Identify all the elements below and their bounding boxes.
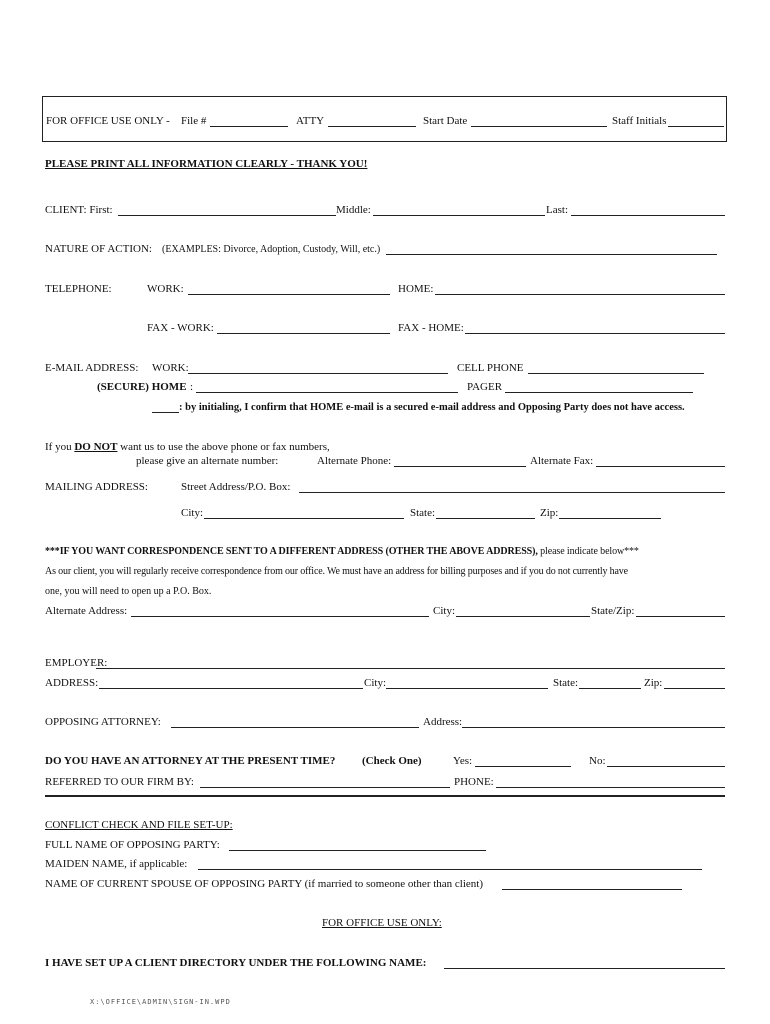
alternate-city-field[interactable]: [456, 616, 590, 617]
maiden-name-label: MAIDEN NAME, if applicable:: [45, 858, 188, 870]
office-use-only-heading: FOR OFFICE USE ONLY:: [322, 917, 442, 929]
home-phone-field[interactable]: [435, 294, 725, 295]
client-last-label: Last:: [546, 204, 568, 216]
employer-zip-field[interactable]: [664, 688, 725, 689]
attorney-yes-label: Yes:: [453, 755, 473, 767]
fax-work-field[interactable]: [217, 333, 390, 334]
opposing-attorney-field[interactable]: [171, 727, 419, 728]
staff-initials-field[interactable]: [668, 126, 724, 127]
document-file-path: X:\OFFICE\ADMIN\SIGN-IN.WPD: [90, 998, 231, 1006]
nature-examples: (EXAMPLES: Divorce, Adoption, Custody, Will, etc.): [162, 244, 381, 255]
secure-home-email-label: (SECURE) HOME: [97, 381, 187, 393]
street-address-field[interactable]: [299, 492, 725, 493]
alternate-address-label: Alternate Address:: [45, 605, 128, 617]
file-number-label: File #: [181, 115, 207, 127]
employer-zip-label: Zip:: [644, 677, 663, 689]
nature-of-action-field[interactable]: [386, 254, 717, 255]
opposing-spouse-field[interactable]: [502, 889, 682, 890]
conflict-check-heading: CONFLICT CHECK AND FILE SET-UP:: [45, 819, 233, 831]
section-divider: [45, 795, 725, 797]
mailing-address-label: MAILING ADDRESS:: [45, 481, 148, 493]
street-address-label: Street Address/P.O. Box:: [181, 481, 291, 493]
secure-email-confirmation: : by initialing, I confirm that HOME e-mail is a secured e-mail address and Opposing Party does not have access.: [179, 402, 685, 413]
do-not-emphasis: DO NOT: [74, 441, 118, 453]
home-phone-label: HOME:: [398, 283, 434, 295]
client-middle-field[interactable]: [373, 215, 545, 216]
pager-label: PAGER: [467, 381, 503, 393]
mailing-zip-field[interactable]: [559, 518, 661, 519]
opposing-party-name-field[interactable]: [229, 850, 486, 851]
client-first-label: CLIENT: First:: [45, 204, 113, 216]
alternate-fax-label: Alternate Fax:: [530, 455, 594, 467]
attorney-question: DO YOU HAVE AN ATTORNEY AT THE PRESENT TIME?: [45, 755, 336, 767]
client-directory-field[interactable]: [444, 968, 725, 969]
cell-phone-label: CELL PHONE: [457, 362, 524, 374]
alternate-phone-label: Alternate Phone:: [317, 455, 392, 467]
opposing-attorney-label: OPPOSING ATTORNEY:: [45, 716, 161, 728]
alternate-city-label: City:: [433, 605, 456, 617]
alternate-intro: If you DO NOT want us to use the above phone or fax numbers,: [45, 441, 330, 453]
employer-city-field[interactable]: [386, 688, 548, 689]
atty-field[interactable]: [328, 126, 416, 127]
client-first-field[interactable]: [118, 215, 336, 216]
file-number-field[interactable]: [210, 126, 288, 127]
alternate-fax-field[interactable]: [596, 466, 725, 467]
employer-state-field[interactable]: [579, 688, 641, 689]
alternate-address-field[interactable]: [131, 616, 429, 617]
pager-field[interactable]: [505, 392, 693, 393]
secure-home-email-field[interactable]: [196, 392, 458, 393]
opposing-address-label: Address:: [423, 716, 463, 728]
print-instruction: PLEASE PRINT ALL INFORMATION CLEARLY - THANK YOU!: [45, 158, 368, 170]
employer-city-label: City:: [364, 677, 387, 689]
fax-home-label: FAX - HOME:: [398, 322, 464, 334]
fax-work-label: FAX - WORK:: [147, 322, 214, 334]
employer-field[interactable]: [96, 668, 725, 669]
mailing-state-label: State:: [410, 507, 436, 519]
attorney-no-label: No:: [589, 755, 606, 767]
referred-by-field[interactable]: [200, 787, 450, 788]
correspondence-text-2: one, you will need to open up a P.O. Box.: [45, 586, 212, 597]
alternate-instruction: please give an alternate number:: [136, 455, 279, 467]
email-work-field[interactable]: [188, 373, 448, 374]
office-use-label: FOR OFFICE USE ONLY -: [46, 115, 170, 127]
check-one-note: (Check One): [362, 755, 422, 767]
employer-address-label: ADDRESS:: [45, 677, 99, 689]
start-date-field[interactable]: [471, 126, 607, 127]
correspondence-text-1: As our client, you will regularly receive correspondence from our office. We must have an address for billing purposes and if you do not currently have: [45, 566, 628, 577]
opposing-party-name-label: FULL NAME OF OPPOSING PARTY:: [45, 839, 220, 851]
fax-home-field[interactable]: [465, 333, 725, 334]
nature-of-action-label: NATURE OF ACTION:: [45, 243, 152, 255]
start-date-label: Start Date: [423, 115, 468, 127]
client-last-field[interactable]: [571, 215, 725, 216]
work-phone-label: WORK:: [147, 283, 184, 295]
email-work-label: WORK:: [152, 362, 189, 374]
referred-phone-label: PHONE:: [454, 776, 494, 788]
employer-label: EMPLOYER:: [45, 657, 108, 669]
secure-email-initials-field[interactable]: [152, 412, 179, 413]
atty-label: ATTY: [296, 115, 325, 127]
correspondence-heading: ***IF YOU WANT CORRESPONDENCE SENT TO A DIFFERENT ADDRESS (OTHER THE ABOVE ADDRESS), please indicate below***: [45, 546, 639, 557]
secure-home-colon: :: [190, 381, 194, 393]
referred-phone-field[interactable]: [496, 787, 725, 788]
alternate-state-zip-label: State/Zip:: [591, 605, 635, 617]
attorney-yes-field[interactable]: [475, 766, 571, 767]
email-label: E-MAIL ADDRESS:: [45, 362, 139, 374]
maiden-name-field[interactable]: [198, 869, 702, 870]
alternate-state-zip-field[interactable]: [636, 616, 725, 617]
work-phone-field[interactable]: [188, 294, 390, 295]
opposing-spouse-label: NAME OF CURRENT SPOUSE OF OPPOSING PARTY (if married to someone other than client): [45, 878, 484, 890]
employer-address-field[interactable]: [99, 688, 363, 689]
mailing-state-field[interactable]: [436, 518, 535, 519]
alternate-phone-field[interactable]: [394, 466, 526, 467]
telephone-label: TELEPHONE:: [45, 283, 112, 295]
client-middle-label: Middle:: [336, 204, 371, 216]
attorney-no-field[interactable]: [607, 766, 725, 767]
opposing-address-field[interactable]: [462, 727, 725, 728]
referred-by-label: REFERRED TO OUR FIRM BY:: [45, 776, 194, 788]
mailing-city-field[interactable]: [204, 518, 404, 519]
staff-initials-label: Staff Initials: [612, 115, 667, 127]
mailing-city-label: City:: [181, 507, 204, 519]
mailing-zip-label: Zip:: [540, 507, 559, 519]
employer-state-label: State:: [553, 677, 579, 689]
cell-phone-field[interactable]: [528, 373, 704, 374]
client-directory-statement: I HAVE SET UP A CLIENT DIRECTORY UNDER THE FOLLOWING NAME:: [45, 957, 427, 969]
